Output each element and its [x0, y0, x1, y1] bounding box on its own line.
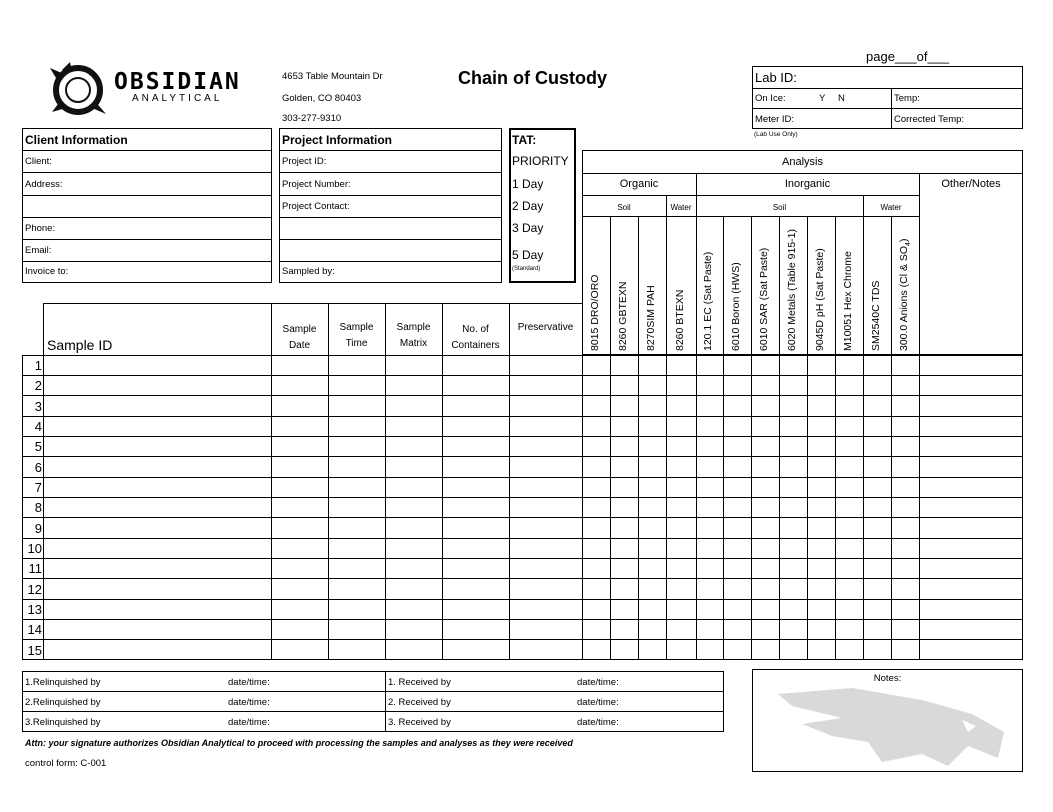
test-8270sim-pah: 8270SIM PAH — [645, 285, 657, 351]
project-id-field[interactable]: Project ID: — [282, 156, 327, 167]
client-field[interactable]: Client: — [25, 156, 52, 167]
client-info-box — [22, 128, 272, 283]
row-number: 4 — [34, 419, 42, 434]
phone-field[interactable]: Phone: — [25, 223, 56, 234]
sample-id-header: Sample ID — [47, 337, 113, 353]
test-120-1-ec: 120.1 EC (Sat Paste) — [702, 251, 714, 351]
test-m10051-hex-chrome: M10051 Hex Chrome — [842, 251, 854, 351]
received-datetime-2[interactable]: date/time: — [577, 697, 619, 708]
row-number: 7 — [34, 480, 42, 495]
relinquished-by-2[interactable]: 2.Relinquished by — [25, 697, 101, 708]
test-300-0-anions — [899, 239, 912, 351]
test-8260-btexn: 8260 BTEXN — [674, 289, 686, 351]
other-notes-header: Other/Notes — [941, 178, 1001, 190]
project-number-field[interactable]: Project Number: — [282, 179, 351, 190]
lab-id-field[interactable]: Lab ID: — [755, 70, 797, 85]
tat-1day-option[interactable]: 1 Day — [512, 177, 544, 191]
corrected-temp-field[interactable]: Corrected Temp: — [894, 114, 965, 125]
page-title: Chain of Custody — [458, 68, 607, 88]
tat-5day-option[interactable]: 5 Day — [512, 248, 544, 262]
on-ice-no[interactable]: N — [838, 93, 845, 104]
inorganic-soil-label: Soil — [772, 203, 787, 212]
received-by-3[interactable]: 3. Received by — [388, 717, 451, 728]
sample-date-header-line2: Date — [288, 340, 311, 351]
sample-date-header-line1: Sample — [282, 324, 317, 335]
containers-header-line1: No. of — [462, 324, 489, 335]
test-300-0-anions-label: 300.0 Anions (Cl & SO — [898, 245, 910, 351]
control-form-id: control form: C-001 — [25, 758, 107, 769]
meter-id-field[interactable]: Meter ID: — [755, 114, 795, 125]
project-contact-field[interactable]: Project Contact: — [282, 201, 350, 212]
client-info-header: Client Information — [25, 133, 128, 147]
page-counter: page___of___ — [866, 49, 950, 64]
sample-matrix-header-line1: Sample — [396, 322, 431, 333]
organic-soil-label: Soil — [617, 203, 631, 212]
sample-time-header-line1: Sample — [339, 322, 374, 333]
row-number: 5 — [34, 439, 42, 454]
sample-time-header-line2: Time — [345, 338, 368, 349]
sample-matrix-header-line2: Matrix — [399, 338, 428, 349]
logo-subtext: ANALYTICAL — [132, 93, 223, 104]
project-info-header: Project Information — [282, 133, 393, 147]
sampled-by-field[interactable]: Sampled by: — [282, 266, 335, 277]
company-address-line2: Golden, CO 80403 — [282, 93, 362, 104]
relinquished-datetime-1[interactable]: date/time: — [228, 677, 270, 688]
sample-rows-grid — [22, 355, 1023, 660]
relinquished-by-1[interactable]: 1.Relinquished by — [25, 677, 101, 688]
logo-wordmark: OBSIDIAN — [114, 69, 241, 95]
lab-use-only-note: (Lab Use Only) — [754, 131, 798, 138]
row-number: 2 — [34, 378, 42, 393]
inorganic-header: Inorganic — [784, 178, 831, 190]
dragon-watermark-icon — [772, 680, 1008, 768]
invoice-to-field[interactable]: Invoice to: — [25, 266, 69, 277]
row-number: 13 — [27, 602, 42, 617]
row-number: 14 — [27, 622, 42, 637]
row-number: 12 — [27, 582, 42, 597]
row-number: 10 — [27, 541, 42, 556]
test-sm2540c-tds: SM2540C TDS — [870, 280, 882, 351]
test-6010-boron: 6010 Boron (HWS) — [730, 262, 742, 351]
tat-standard-note: (Standard) — [512, 266, 541, 272]
tat-priority-option[interactable]: PRIORITY — [512, 154, 569, 168]
relinquished-datetime-3[interactable]: date/time: — [228, 717, 270, 728]
test-300-0-anions-subscript: 4 — [905, 242, 913, 246]
on-ice-label: On Ice: — [755, 93, 786, 104]
row-number: 11 — [28, 561, 42, 576]
organic-water-label: Water — [670, 203, 692, 212]
analysis-header: Analysis — [782, 156, 823, 168]
company-phone: 303-277-9310 — [282, 113, 342, 124]
tat-header: TAT: — [512, 133, 537, 147]
row-number: 9 — [34, 521, 42, 536]
row-number: 8 — [34, 500, 42, 515]
relinquished-datetime-2[interactable]: date/time: — [228, 697, 270, 708]
received-by-2[interactable]: 2. Received by — [388, 697, 451, 708]
row-number: 6 — [34, 460, 42, 475]
test-6020-metals: 6020 Metals (Table 915-1) — [786, 229, 798, 351]
test-8015-dro-oro: 8015 DRO/ORO — [589, 274, 601, 351]
dragon-logo-icon — [48, 60, 110, 118]
test-8260-gbtexn: 8260 GBTEXN — [617, 281, 629, 351]
tat-2day-option[interactable]: 2 Day — [512, 199, 544, 213]
test-6010-sar: 6010 SAR (Sat Paste) — [758, 247, 770, 351]
received-by-1[interactable]: 1. Received by — [388, 677, 451, 688]
received-datetime-1[interactable]: date/time: — [577, 677, 619, 688]
row-number: 3 — [34, 399, 42, 414]
row-number: 1 — [34, 358, 42, 373]
test-300-0-anions-close: ) — [898, 238, 910, 243]
notes-label: Notes: — [873, 673, 902, 684]
test-9045d-ph: 9045D pH (Sat Paste) — [814, 248, 826, 351]
containers-header-line2: Containers — [451, 340, 500, 351]
preservative-header: Preservative — [517, 322, 574, 333]
row-number: 15 — [27, 643, 42, 658]
address-field[interactable]: Address: — [25, 179, 63, 190]
watermark — [772, 680, 1008, 768]
organic-header: Organic — [619, 178, 659, 190]
inorganic-water-label: Water — [880, 203, 902, 212]
tat-3day-option[interactable]: 3 Day — [512, 221, 544, 235]
email-field[interactable]: Email: — [25, 245, 52, 256]
authorization-note: Attn: your signature authorizes Obsidian Analytical to proceed with processing the samples and analyses as they were received — [25, 738, 573, 748]
received-datetime-3[interactable]: date/time: — [577, 717, 619, 728]
relinquished-by-3[interactable]: 3.Relinquished by — [25, 717, 101, 728]
on-ice-yes[interactable]: Y — [819, 93, 826, 104]
company-logo — [48, 60, 110, 118]
temp-field[interactable]: Temp: — [894, 93, 920, 104]
company-address-line1: 4653 Table Mountain Dr — [282, 71, 383, 82]
